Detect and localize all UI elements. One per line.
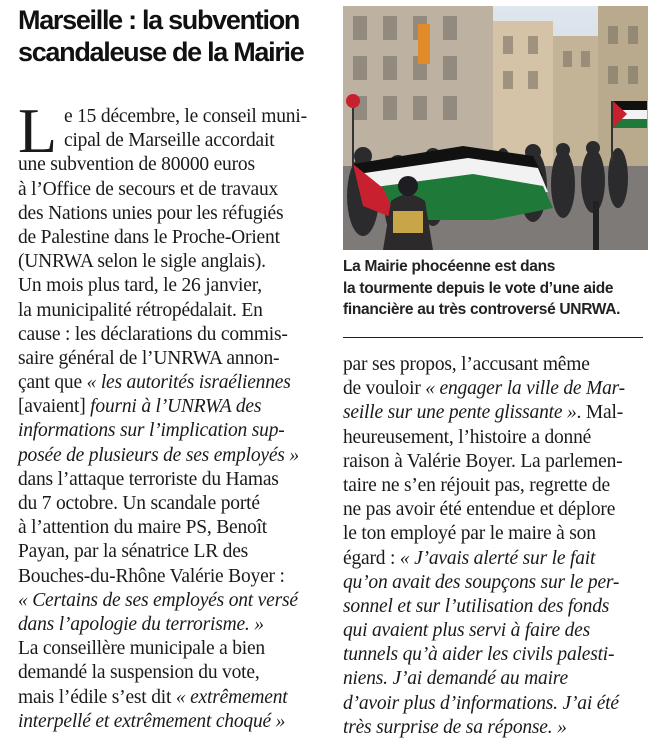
quote-text: qui avaient plus servi à faire des <box>343 620 591 642</box>
body-text: ne pas avoir été entendue et déplore <box>343 499 616 521</box>
text-line <box>343 474 643 498</box>
text-line <box>18 274 336 298</box>
text-line <box>343 426 643 450</box>
quote-text: « Certains de ses employés ont versé <box>18 589 298 611</box>
caption-line: La Mairie phocéenne est dans <box>343 258 556 275</box>
text-line <box>343 547 643 571</box>
quote-text: d’avoir plus d’informations. J’ai été <box>343 692 619 714</box>
body-text: çant que <box>18 372 87 394</box>
text-line <box>18 105 336 129</box>
headline-line-1: Marseille : la subvention <box>18 5 300 35</box>
text-line <box>18 613 336 637</box>
body-text: [avaient] <box>18 396 91 418</box>
text-line <box>18 468 336 492</box>
caption-line: financière au très controversé UNRWA. <box>343 301 621 318</box>
text-line <box>18 492 336 516</box>
text-line <box>18 540 336 564</box>
body-text: à l’attention du maire PS, Benoît <box>18 517 268 539</box>
body-text: Un mois plus tard, le 26 janvier, <box>18 275 262 297</box>
text-line <box>343 619 643 643</box>
body-text: la municipalité rétropédalait. En <box>18 299 263 321</box>
text-line <box>343 667 643 691</box>
text-line <box>343 498 643 522</box>
text-line <box>343 571 643 595</box>
body-text: (UNRWA selon le sigle anglais). <box>18 251 266 273</box>
text-line <box>18 371 336 395</box>
text-line <box>18 589 336 613</box>
quote-text: sonnel et sur l’utilisation des fonds <box>343 595 610 617</box>
body-text: mais l’édile s’est dit <box>18 686 176 708</box>
quote-text: interpellé et extrêmement choqué » <box>18 710 286 732</box>
text-line <box>18 250 336 274</box>
article-column-left <box>18 95 336 734</box>
body-text: des Nations unies pour les réfugiés <box>18 202 284 224</box>
text-line <box>18 202 336 226</box>
text-line <box>18 323 336 347</box>
article-column-right <box>343 353 643 740</box>
body-text: cause : les déclarations du commis- <box>18 323 288 345</box>
body-text: une subvention de 80000 euros <box>18 154 255 176</box>
quote-text: fourni à l’UNRWA des <box>90 396 262 418</box>
quote-text: niens. J’ai demandé au maire <box>343 668 568 690</box>
body-text: heureusement, l’histoire a donné <box>343 426 592 448</box>
drop-cap: L <box>18 95 57 166</box>
quote-text: « les autorités israéliennes <box>86 372 291 394</box>
quote-text: informations sur l’implication sup- <box>18 420 285 442</box>
text-line <box>18 299 336 323</box>
text-line <box>18 226 336 250</box>
quote-text: « extrêmement <box>175 686 288 708</box>
body-text: raison à Valérie Boyer. La parlemen- <box>343 450 623 472</box>
quote-text: « J’avais alerté sur le fait <box>399 547 596 569</box>
text-line <box>18 565 336 589</box>
quote-text: « engager la ville de Mar- <box>425 378 625 400</box>
text-line <box>343 377 643 401</box>
text-line <box>343 401 643 425</box>
demonstration-photo-illustration <box>343 6 648 250</box>
quote-text: dans l’apologie du terrorisme. » <box>18 613 264 635</box>
text-line <box>343 716 643 740</box>
quote-text: seille sur une pente glissante » <box>343 402 577 424</box>
text-line <box>18 395 336 419</box>
article-photo <box>343 6 648 250</box>
quote-text: posée de plusieurs de ses employés » <box>18 444 299 466</box>
body-text: le ton employé par le maire à son <box>343 523 596 545</box>
body-text: du 7 octobre. Un scandale porté <box>18 493 260 514</box>
text-line <box>343 353 643 377</box>
text-line <box>343 595 643 619</box>
body-text: cipal de Marseille accordait <box>64 130 275 152</box>
text-line <box>343 450 643 474</box>
caption-divider <box>343 337 643 338</box>
body-text: La conseillère municipale a bien <box>18 638 265 660</box>
text-line <box>18 710 336 734</box>
body-text: taire ne s’en réjouit pas, regrette de <box>343 474 610 496</box>
body-text: Bouches-du-Rhône Valérie Boyer : <box>18 565 285 587</box>
text-line <box>18 419 336 443</box>
text-line <box>18 444 336 468</box>
text-line <box>18 347 336 371</box>
caption-line: la tourmente depuis le vote d’une aide <box>343 279 614 297</box>
headline-line-2: scandaleuse de la Mairie <box>18 37 304 67</box>
text-line <box>18 129 336 153</box>
body-text: saire général de l’UNRWA annon- <box>18 347 280 369</box>
text-line <box>343 692 643 716</box>
body-text: Payan, par la sénatrice LR des <box>18 541 249 563</box>
text-line <box>343 522 643 546</box>
text-line <box>18 637 336 661</box>
body-text: e 15 décembre, le conseil muni- <box>64 106 307 127</box>
text-line <box>18 153 336 177</box>
text-line <box>343 643 643 667</box>
quote-text: très surprise de sa réponse. » <box>343 716 567 738</box>
text-line <box>18 661 336 685</box>
body-text: par ses propos, l’accusant même <box>343 354 590 375</box>
body-text: dans l’attaque terroriste du Hamas <box>18 468 279 490</box>
photo-caption <box>343 256 643 321</box>
quote-text: tunnels qu’à aider les civils palesti- <box>343 644 615 666</box>
body-text: demandé la suspension du vote, <box>18 662 260 684</box>
body-text: à l’Office de secours et de travaux <box>18 178 279 200</box>
body-text: de Palestine dans le Proche-Orient <box>18 226 280 248</box>
text-line <box>18 516 336 540</box>
headline <box>18 4 338 68</box>
body-text: de vouloir <box>343 378 426 400</box>
text-line <box>18 178 336 202</box>
quote-text: qu’on avait des soupçons sur le per- <box>343 571 620 593</box>
body-text: égard : <box>343 547 400 569</box>
body-text: . Mal- <box>576 402 623 424</box>
text-line <box>18 686 336 710</box>
